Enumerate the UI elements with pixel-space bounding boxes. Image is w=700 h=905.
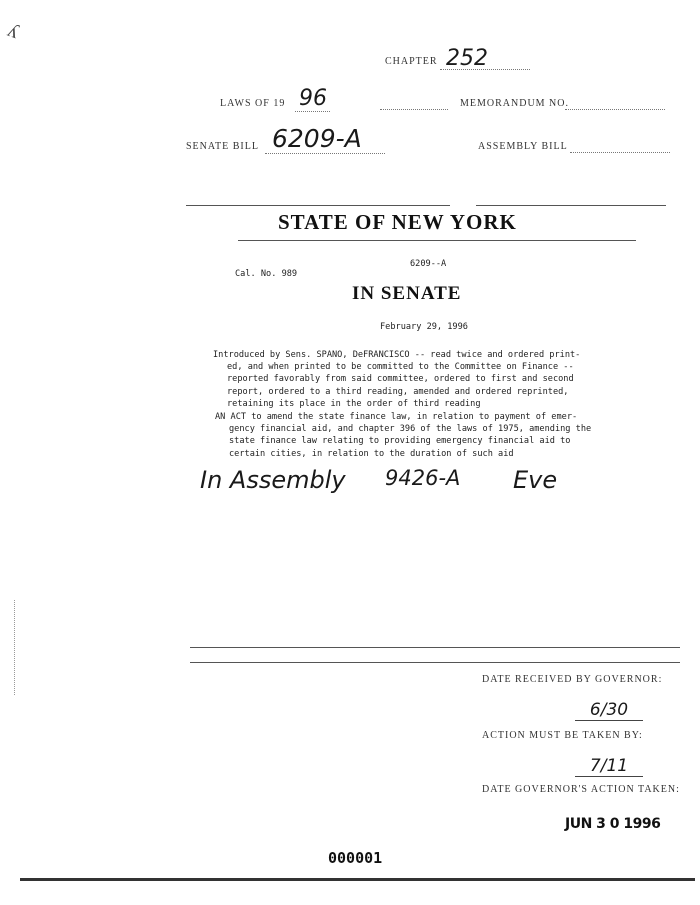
house-title: IN SENATE bbox=[352, 283, 462, 304]
act-paragraph bbox=[215, 411, 591, 460]
senate-bill-label: SENATE BILL bbox=[186, 141, 259, 152]
action-must-value: 7/11 bbox=[575, 756, 643, 777]
senate-bill-line bbox=[265, 153, 385, 154]
intro-line: ed, and when printed to be committed to the Committee on Finance -- bbox=[227, 362, 574, 373]
introduction-paragraph bbox=[213, 349, 580, 410]
act-line: certain cities, in relation to the duration of such aid bbox=[229, 448, 514, 459]
bottom-rule-1 bbox=[190, 647, 680, 648]
action-taken-stamp: JUN 3 0 1996 bbox=[565, 816, 661, 832]
introduction-date: February 29, 1996 bbox=[380, 322, 468, 332]
assembly-number-note: 9426-A bbox=[385, 466, 461, 490]
memorandum-label: MEMORANDUM NO. bbox=[460, 98, 570, 109]
assembly-bill-line bbox=[570, 152, 670, 153]
page-bottom-border bbox=[20, 878, 695, 881]
assembly-bill-label: ASSEMBLY BILL bbox=[478, 141, 568, 152]
title-top-rule-right bbox=[476, 205, 666, 206]
chapter-line bbox=[440, 69, 530, 70]
chapter-label: CHAPTER bbox=[385, 56, 438, 67]
laws-year: 96 bbox=[299, 86, 327, 111]
eve-note: Eve bbox=[513, 466, 558, 494]
memorandum-line bbox=[565, 109, 665, 110]
state-title: STATE OF NEW YORK bbox=[278, 210, 517, 234]
cal-no: Cal. No. 989 bbox=[235, 269, 298, 279]
page-number: 000001 bbox=[328, 849, 383, 867]
bill-number: 6209--A bbox=[410, 259, 447, 269]
act-line: state finance law relating to providing emergency financial aid to bbox=[229, 436, 571, 447]
date-received-value: 6/30 bbox=[575, 700, 643, 721]
in-assembly-note: In Assembly bbox=[200, 466, 346, 494]
chapter-number: 252 bbox=[446, 46, 488, 71]
title-bottom-rule bbox=[238, 240, 636, 241]
intro-line: retaining its place in the order of third reading bbox=[227, 398, 481, 409]
bottom-rule-2 bbox=[190, 662, 680, 663]
action-must-label: ACTION MUST BE TAKEN BY: bbox=[482, 730, 643, 741]
action-taken-label: DATE GOVERNOR'S ACTION TAKEN: bbox=[482, 784, 680, 795]
senate-bill-number: 6209-A bbox=[272, 124, 362, 153]
memo-blank-line bbox=[380, 109, 448, 110]
intro-line: report, ordered to a third reading, amended and ordered reprinted, bbox=[227, 386, 569, 397]
laws-line bbox=[295, 111, 330, 112]
act-line: gency financial aid, and chapter 396 of the laws of 1975, amending the bbox=[229, 424, 592, 435]
date-received-label: DATE RECEIVED BY GOVERNOR: bbox=[482, 674, 663, 685]
intro-line: Introduced by Sens. SPANO, DeFRANCISCO -- read twice and ordered print- bbox=[213, 350, 581, 360]
laws-label: LAWS OF 19 bbox=[220, 98, 286, 109]
left-edge-smudge bbox=[14, 600, 17, 695]
title-top-rule-left bbox=[186, 205, 450, 206]
intro-line: reported favorably from said committee, ordered to first and second bbox=[227, 374, 574, 385]
act-line: AN ACT to amend the state finance law, in relation to payment of emer- bbox=[215, 412, 578, 422]
corner-pen-mark: ʎ bbox=[4, 18, 22, 44]
